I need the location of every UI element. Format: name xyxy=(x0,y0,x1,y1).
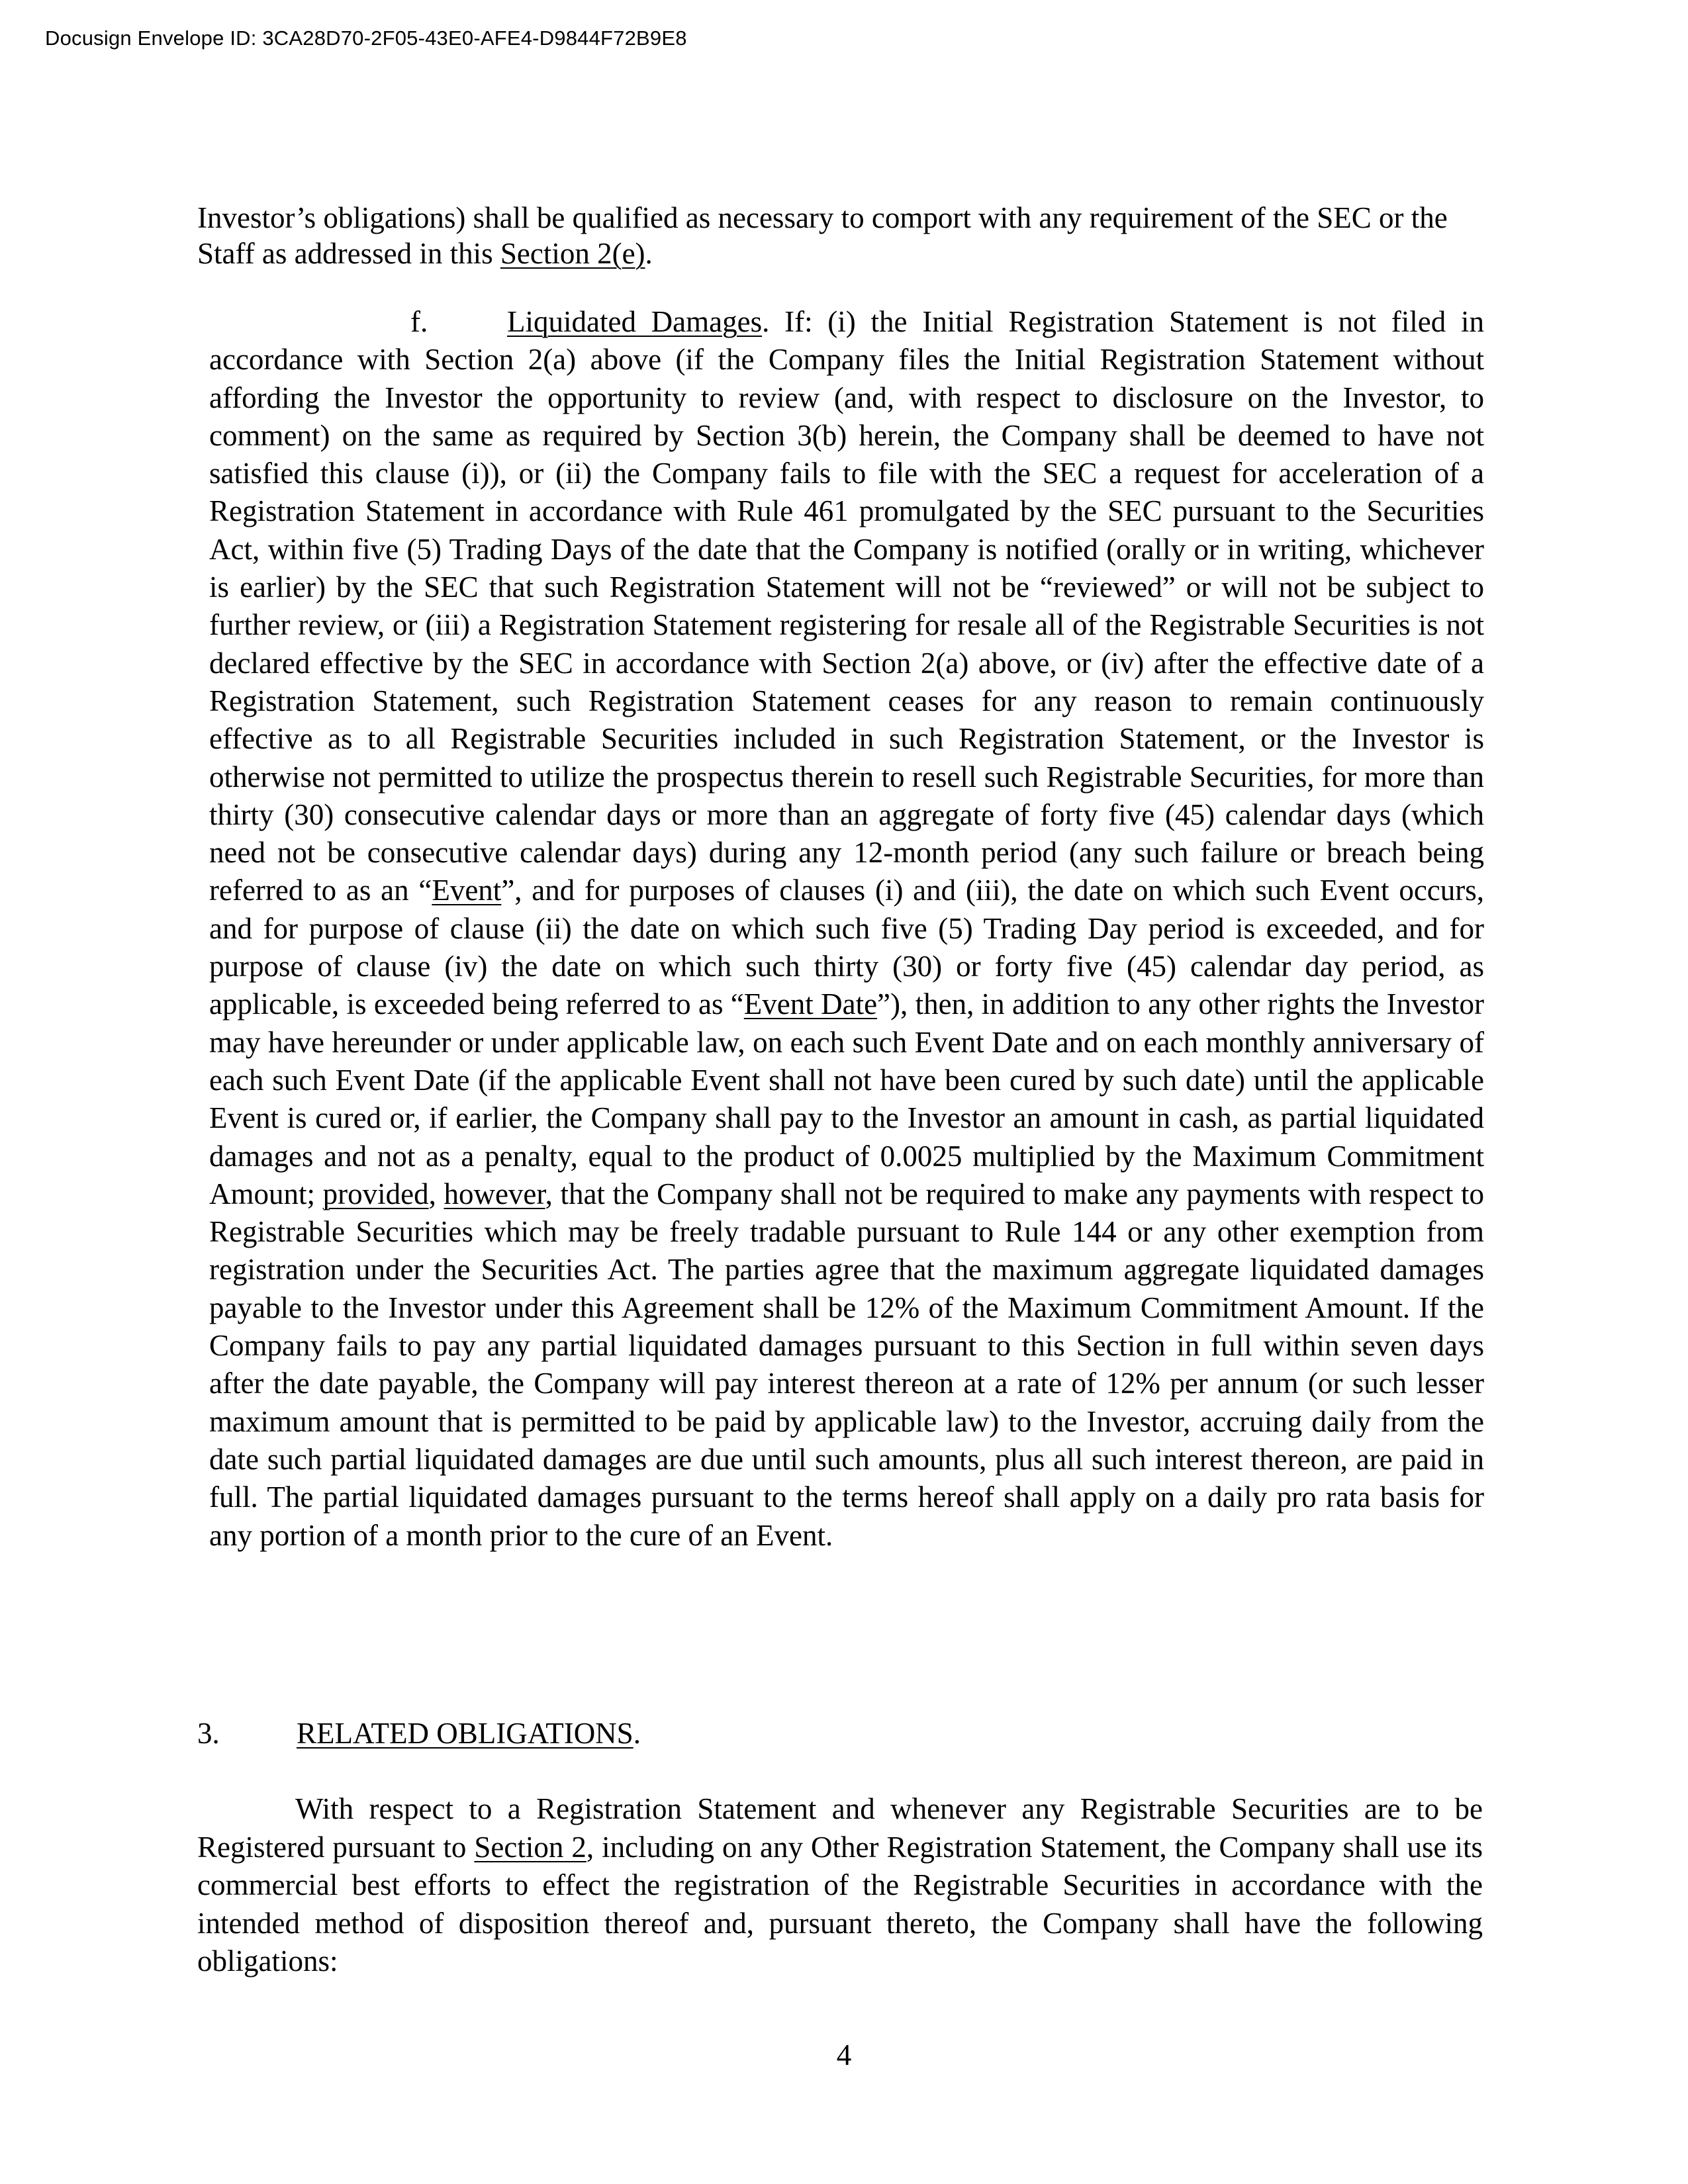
carryover-end: . xyxy=(645,237,653,270)
page-number: 4 xyxy=(836,2038,852,2071)
carryover-text: Investor’s obligations) shall be qualified as necessary to comport with any requirement of the SEC or the Staff as addressed in this xyxy=(197,201,1448,270)
section-3-title: RELATED OBLIGATIONS xyxy=(297,1717,633,1750)
section-3-paragraph xyxy=(197,1790,1483,1981)
subsection-text-part3: ”), then, in addition to any other rights the Investor may have hereunder or under applicable law, on each such Event Date and on each monthly anniversary of each such Event Date (if the applicable Event shall not have been cured by such date) until the applicable Event is cured or, if earlier, the Company shall pay to the Investor an amount in cash, as partial liquidated damages and not as a penalty, equal to the product of 0.0025 multiplied by the Maximum Commitment Amount; xyxy=(209,987,1484,1210)
section-2-reference: Section 2 xyxy=(474,1830,586,1864)
section-3-number: 3. xyxy=(197,1717,220,1750)
section-3-heading xyxy=(197,1715,641,1751)
subsection-title: Liquidated Damages xyxy=(507,305,763,338)
subsection-text-part4: , that the Company shall not be required to make any payments with respect to Registrable Securities which may be freely tradable pursuant to Rule 144 or any other exemption from registration under the Securities Act. The parties agree that the maximum aggregate liquidated damages payable to the Investor under this Agreement shall be 12% of the Maximum Commitment Amount. If the Company fails to pay any partial liquidated damages pursuant to this Section in full within seven days after the date payable, the Company will pay interest thereon at a rate of 12% per annum (or such lesser maximum amount that is permitted to be paid by applicable law) to the Investor, accruing daily from the date such partial liquidated damages are due until such amounts, plus all such interest thereon, are paid in full. The partial liquidated damages pursuant to the terms hereof shall apply on a daily pro rata basis for any portion of a month prior to the cure of an Event. xyxy=(209,1177,1484,1552)
subsection-label: f. xyxy=(410,305,428,338)
docusign-envelope-id: Docusign Envelope ID: 3CA28D70-2F05-43E0-AFE4-D9844F72B9E8 xyxy=(45,26,687,50)
section-3-title-period: . xyxy=(633,1717,641,1750)
section-3-text: With respect to a Registration Statement and whenever any Registrable Securities are to be Registered pursuant to xyxy=(197,1792,1483,1864)
defined-term-event: Event xyxy=(432,874,502,907)
subsection-text-part2: ”, and for purposes of clauses (i) and (iii), the date on which such Event occurs, and for purpose of clause (ii) the date on which such five (5) Trading Day period is exceeded, and for purpose of clause (iv) the date on which such thirty (30) or forty five (45) calendar day period, as applicable, is exceeded being referred to as “ xyxy=(209,874,1485,1021)
section-3-text-end: , including on any Other Registration Statement, the Company shall use its commercial best efforts to effect the registration of the Registrable Securities in accordance with the intended method of disposition thereof and, pursuant thereto, the Company shall have the following obligations: xyxy=(197,1830,1483,1978)
carryover-paragraph xyxy=(197,200,1483,271)
liquidated-damages-paragraph xyxy=(209,303,1484,1555)
subsection-text-part1: . If: (i) the Initial Registration Statement is not filed in accordance with Section 2(a) above (if the Company files the Initial Registration Statement without affording the Investor the opportunity to review (and, with respect to disclosure on the Investor, to comment) on the same as required by Section 3(b) herein, the Company shall be deemed to have not satisfied this clause (i)), or (ii) the Company fails to file with the SEC a request for acceleration of a Registration Statement in accordance with Rule 461 promulgated by the SEC pursuant to the Securities Act, within five (5) Trading Days of the date that the Company is notified (orally or in writing, whichever is earlier) by the SEC that such Registration Statement will not be “reviewed” or will not be subject to further review, or (iii) a Registration Statement registering for resale all of the Registrable Securities is not declared effective by the SEC in accordance with Section 2(a) above, or (iv) after the effective date of a Registration Statement, such Registration Statement ceases for any reason to remain continuously effective as to all Registrable Securities included in such Registration Statement, or the Investor is otherwise not permitted to utilize the prospectus therein to resell such Registrable Securities, for more than thirty (30) consecutive calendar days or more than an aggregate of forty five (45) calendar days (which need not be consecutive calendar days) during any 12-month period (any such failure or breach being referred to as an “ xyxy=(209,305,1484,907)
defined-term-event-date: Event Date xyxy=(743,987,878,1021)
section-2e-reference: Section 2(e) xyxy=(500,237,645,270)
comma-separator: , xyxy=(428,1177,444,1210)
term-provided: provided xyxy=(322,1177,429,1210)
term-however: however xyxy=(444,1177,545,1210)
